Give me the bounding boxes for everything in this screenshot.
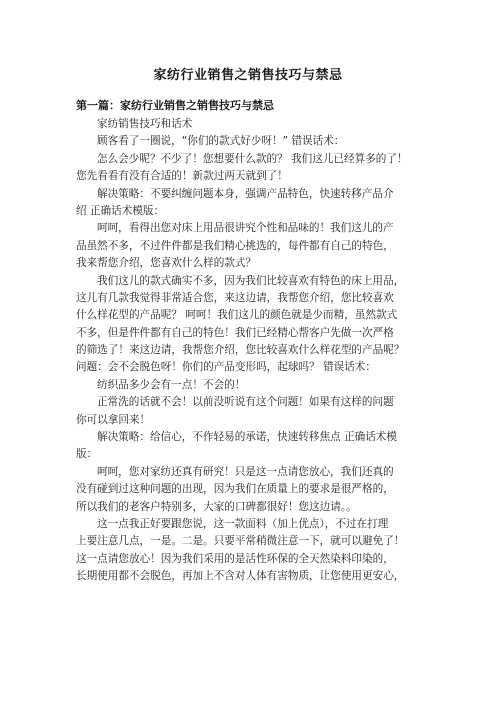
section-heading: 第一篇：家纺行业销售之销售技巧与禁忌 — [76, 99, 274, 112]
text-line: 什么样花型的产品呢？ 呵呵！我们这儿的颜色就是少而精，虽然款式 — [76, 309, 398, 322]
text-line: 问题：会不会脱色呀！你们的产品变形吗，起球吗？ 错误话术： — [76, 361, 376, 374]
text-line: 家纺销售技巧和话术 — [97, 118, 193, 130]
text-line: 解决策略：给信心，不作轻易的承诺，快速转移焦点 正确话术模 — [97, 431, 397, 444]
text-line: 所以我们的老客户特别多，大家的口碑都很好！您这边请。。 — [76, 500, 357, 513]
text-line: 怎么会少呢？不少了！您想要什么款的？ 我们这儿已经算多的了！ — [97, 152, 408, 165]
text-line: 绍 正确话术模版： — [76, 204, 165, 217]
text-line: 上要注意几点，一是。二是。只要平常稍微注意一下，就可以避免了！ — [76, 535, 405, 548]
text-line: 的筛选了！来这边请，我帮您介绍，您比较喜欢什么样花型的产品呢？ — [76, 344, 405, 357]
text-line: 呵呵，您对家纺还真有研究！只是这一点请您放心，我们还真的 — [97, 465, 394, 478]
text-line: 我来帮您介绍，您喜欢什么样的款式？ — [76, 257, 257, 270]
text-line: 没有碰到过这种问题的出现，因为我们在质量上的要求是很严格的， — [76, 483, 394, 496]
text-line: 版： — [76, 448, 98, 461]
text-line: 品虽然不多，不过件件都是我们精心挑选的，每件都有自己的特色， — [76, 239, 394, 252]
text-line: 您先看看有没有合适的！新款过两天就到了！ — [76, 170, 288, 183]
text-line: 这儿有几款我觉得非常适合您，来这边请，我帮您介绍，您比较喜欢 — [76, 291, 394, 304]
text-line: 纺织品多少会有一点！不会的！ — [97, 378, 246, 391]
document-title: 家纺行业销售之销售技巧与禁忌 — [153, 68, 343, 83]
body-text — [76, 116, 438, 586]
text-line: 长期使用都不会脱色，再加上不含对人体有害物质，让您使用更安心， — [76, 570, 405, 583]
text-line: 解决策略：不要纠缠问题本身，强调产品特色，快速转移产品介 — [97, 187, 394, 200]
text-line: 不多，但是件件都有自己的特色！我们已经精心帮客户先做一次严格 — [76, 326, 394, 339]
text-line: 正常洗的话就不会！以前没听说有这个问题！如果有这样的问题 — [97, 396, 394, 409]
text-line: 顾客看了一圈说，“你们的款式好少呀！” 错误话术： — [97, 135, 345, 148]
text-line: 这一点我正好要跟您说，这一款面料（加上优点），不过在打理 — [97, 517, 389, 530]
text-line: 这一点请您放心！因为我们采用的是活性环保的全天然染料印染的， — [76, 552, 394, 565]
text-line: 呵呵，看得出您对床上用品很讲究个性和品味的！我们这儿的产 — [97, 222, 394, 235]
text-line: 我们这儿的款式确实不多，因为我们比较喜欢有特色的床上用品， — [97, 274, 405, 287]
text-line: 你可以拿回来！ — [76, 413, 151, 426]
